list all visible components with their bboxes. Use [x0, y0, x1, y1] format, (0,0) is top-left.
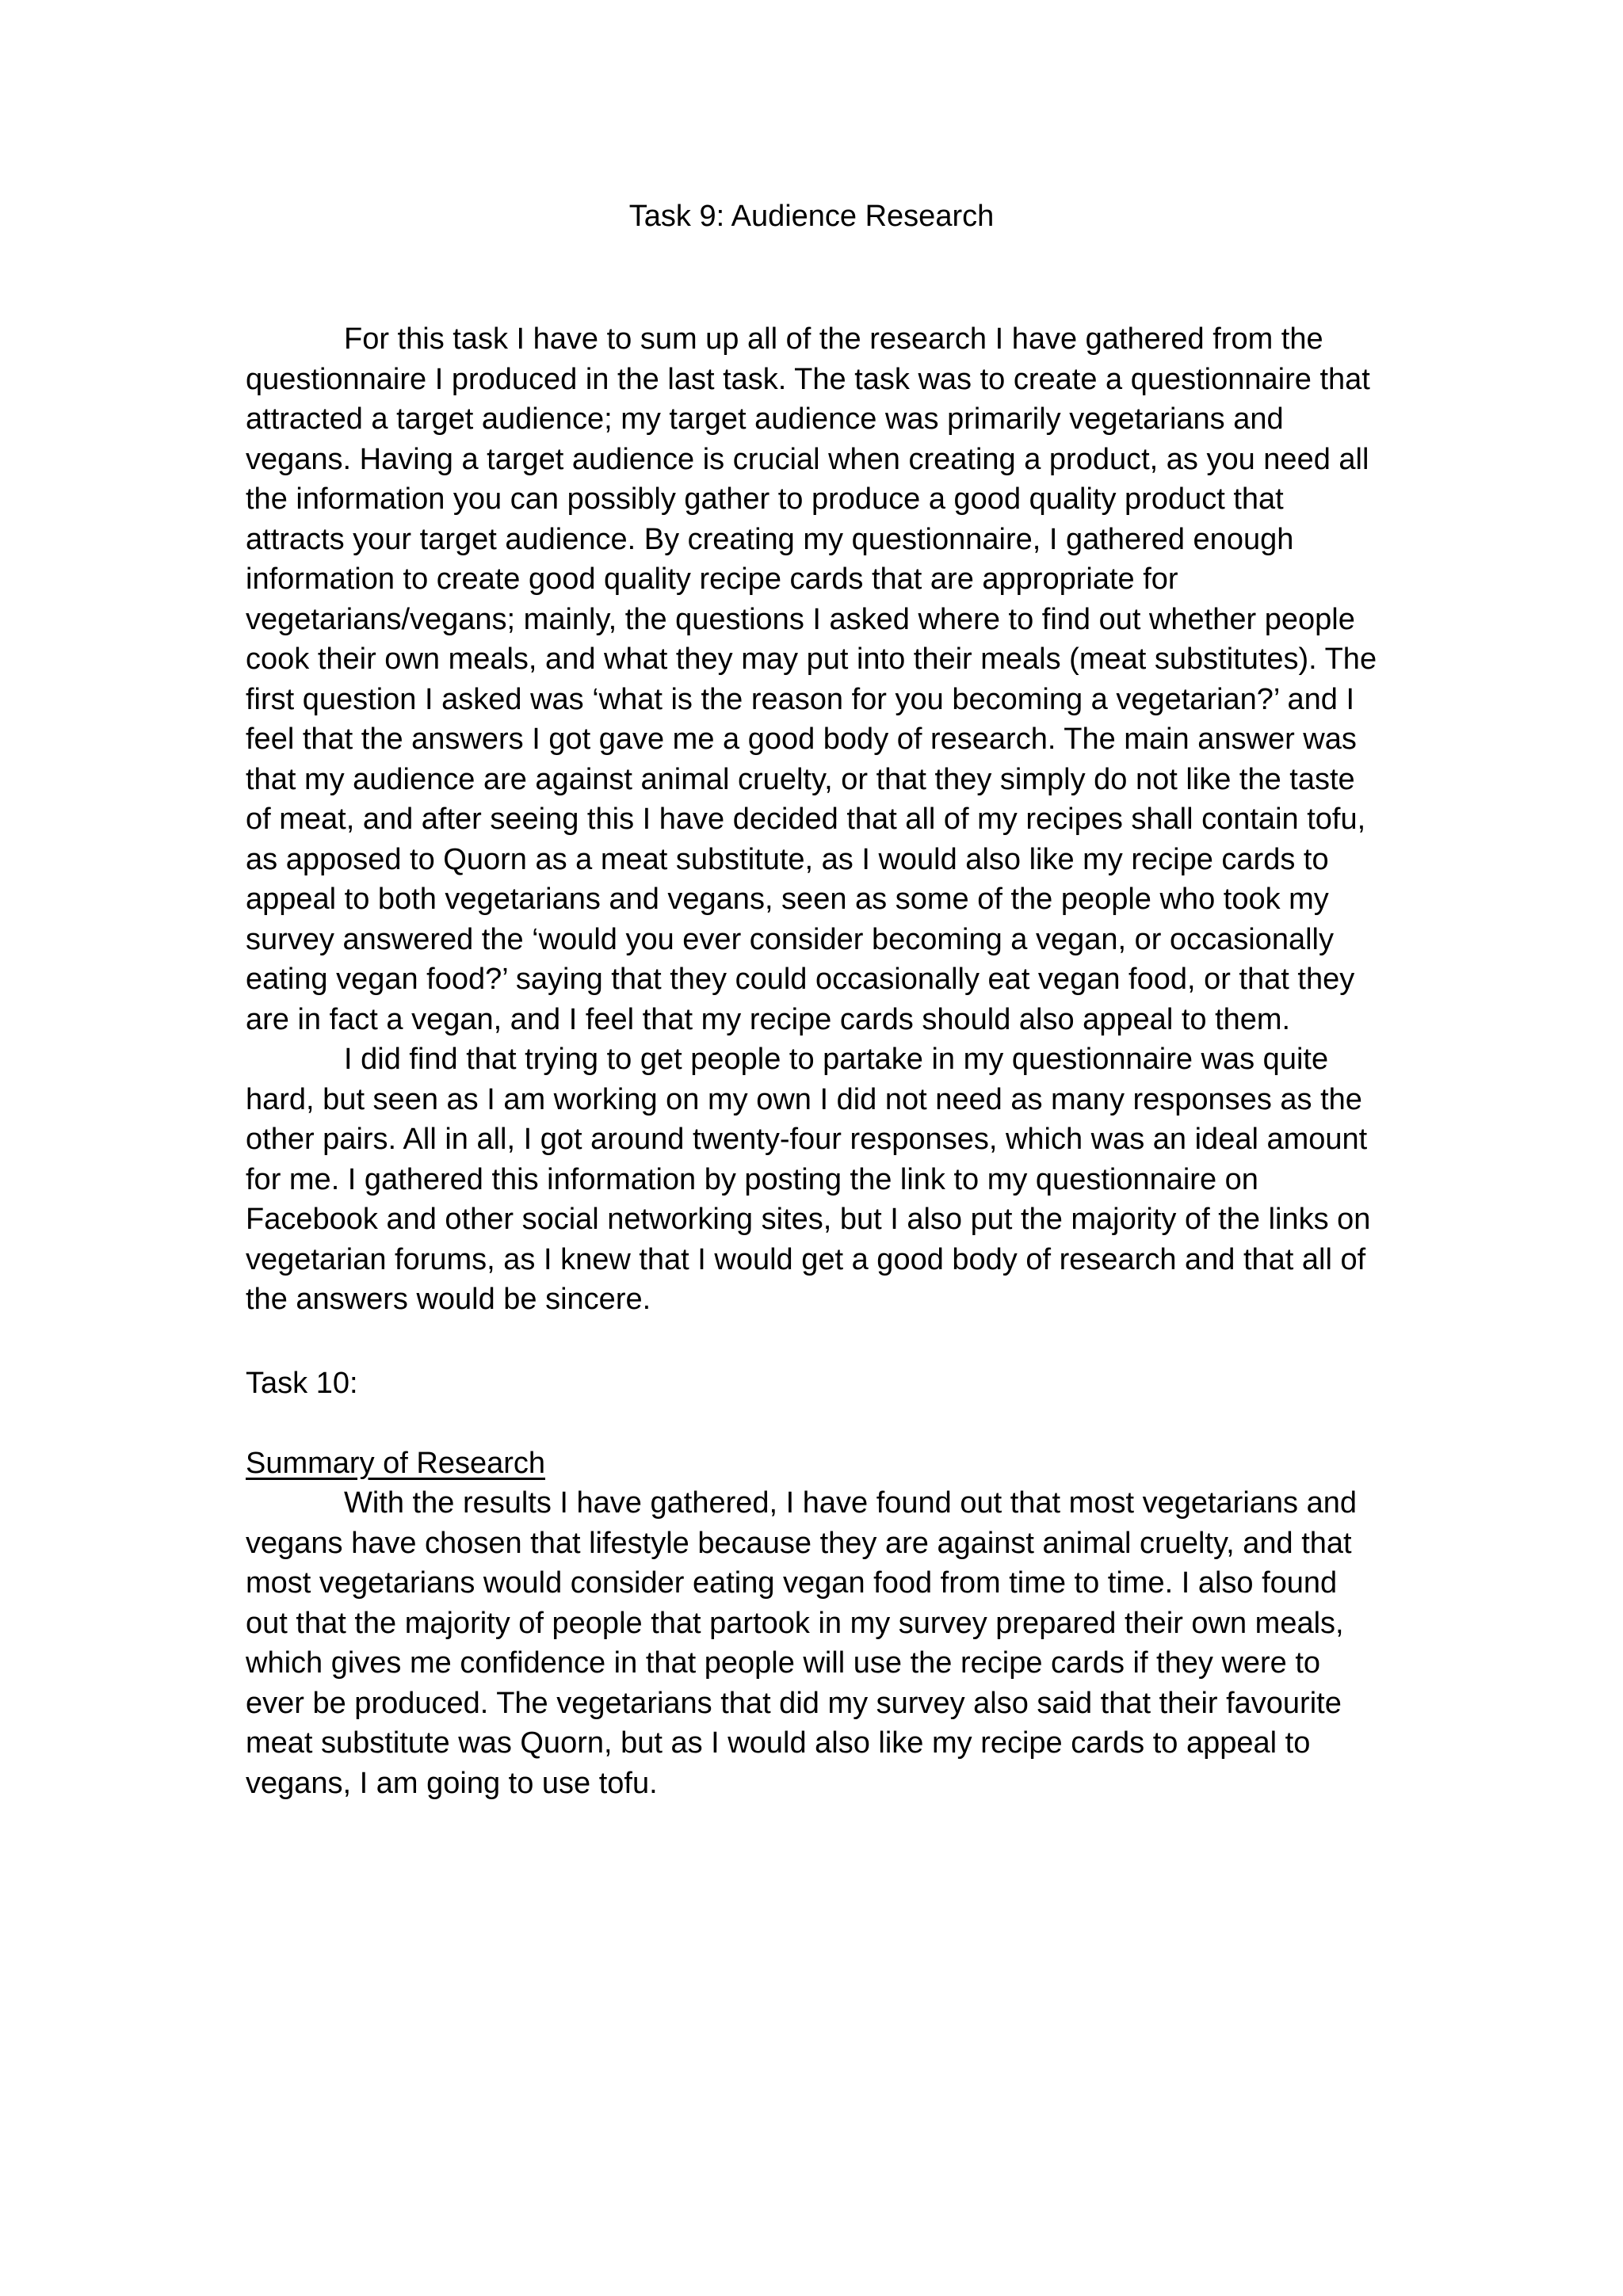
summary-body — [246, 1483, 1379, 1803]
page-title: Task 9: Audience Research — [628, 200, 995, 233]
task9-paragraph-1: For this task I have to sum up all of the research I have gathered from the questionnaire I produced in the last task. The task was to create a questionnaire that attracted a target audience; my target audience was primarily vegetarians and vegans. Having a target audience is crucial when creating a product, as you need all the information you can possibly gather to produce a good quality product that attracts your target audience. By creating my questionnaire, I gathered enough information to create good quality recipe cards that are appropriate for vegetarians/vegans; mainly, the questions I asked where to find out whether people cook their own meals, and what they may put into their meals (meat substitutes). The first question I asked was ‘what is the reason for you becoming a vegetarian?’ and I feel that the answers I got gave me a good body of research. The main answer was that my audience are against animal cruelty, or that they simply do not like the taste of meat, and after seeing this I have decided that all of my recipes shall contain tofu, as apposed to Quorn as a meat substitute, as I would also like my recipe cards to appeal to both vegetarians and vegans, seen as some of the people who took my survey answered the ‘would you ever consider becoming a vegan, or occasionally eating vegan food?’ saying that they could occasionally eat vegan food, or that they are in fact a vegan, and I feel that my recipe cards should also appeal to them. — [246, 322, 1377, 1036]
summary-heading: Summary of Research — [246, 1447, 546, 1480]
task9-paragraph-2: I did find that trying to get people to partake in my questionnaire was quite hard, but seen as I am working on my own I did not need as many responses as the other pairs. All in all, I got around twenty-four responses, which was an ideal amount for me. I gathered this information by posting the link to my questionnaire on Facebook and other social networking sites, but I also put the majority of the links on vegetarian forums, as I knew that I would get a good body of research and that all of the answers would be sincere. — [246, 1043, 1371, 1316]
task9-body — [246, 319, 1379, 1320]
task10-label: Task 10: — [246, 1367, 358, 1400]
summary-paragraph: With the results I have gathered, I have found out that most vegetarians and vegans have chosen that lifestyle because they are against animal cruelty, and that most vegetarians would consider eating vegan food from time to time. I also found out that the majority of people that partook in my survey prepared their own meals, which gives me confidence in that people will use the recipe cards if they were to ever be produced. The vegetarians that did my survey also said that their favourite meat substitute was Quorn, but as I would also like my recipe cards to appeal to vegans, I am going to use tofu. — [246, 1486, 1357, 1800]
